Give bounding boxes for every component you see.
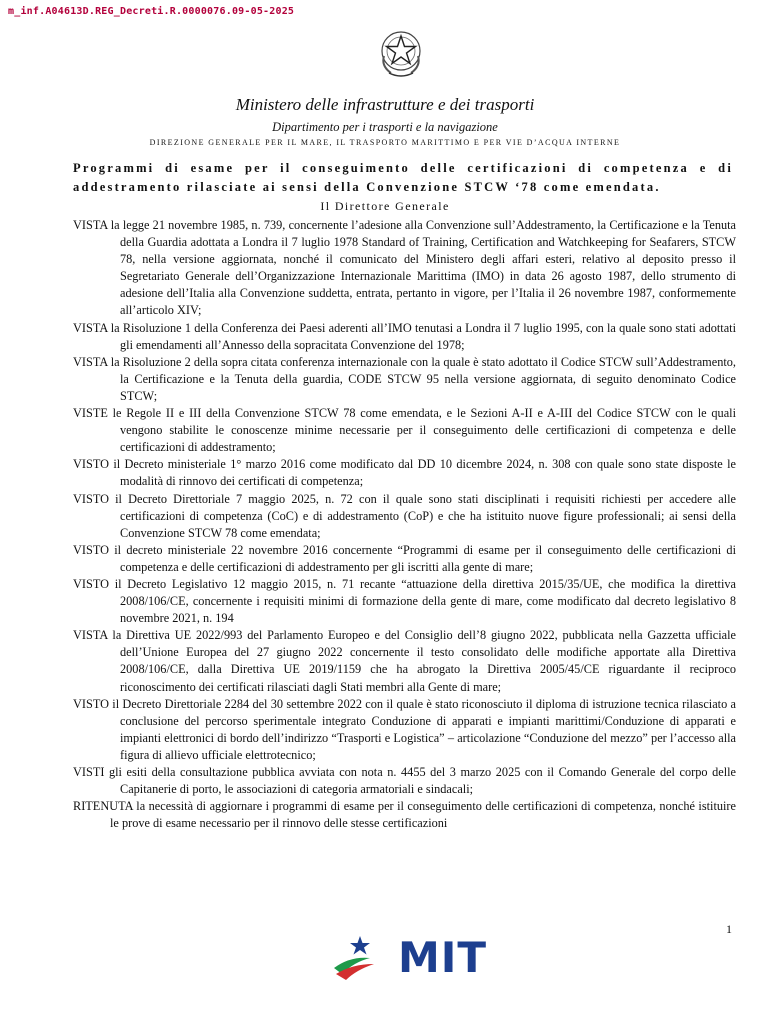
decree-body	[73, 217, 736, 832]
direction-name: DIREZIONE GENERALE PER IL MARE, IL TRASPORTO MARITTIMO E PER VIE D’ACQUA INTERNE	[149, 138, 621, 147]
preamble-clause: VISTI gli esiti della consultazione pubblica avviata con nota n. 4455 del 3 marzo 2025 con il Comando Generale del corpo delle Capitanerie di porto, le associazioni di categoria armatoriali e sindacali;	[73, 765, 736, 797]
ministry-name: Ministero delle infrastrutture e dei trasporti	[235, 95, 535, 114]
mit-logo-text: MIT	[398, 933, 488, 982]
preamble-clause: VISTO il Decreto Legislativo 12 maggio 2015, n. 71 recante “attuazione della direttiva 2015/35/UE, che modifica la direttiva 2008/106/CE, concernente i requisiti minimi di formazione della gente di mare, come modificato dal decreto legislativo 8 novembre 2021, n. 194	[73, 576, 736, 626]
preamble-clause: VISTO il Decreto ministeriale 1° marzo 2016 come modificato dal DD 10 dicembre 2024, n. 308 con quale sono state disposte le modalità di rinnovo dei certificati di competenza;	[73, 457, 736, 489]
protocol-stamp: m_inf.A04613D.REG_Decreti.R.0000076.09-05-2025	[8, 6, 295, 17]
preamble-clause: VISTO il decreto ministeriale 22 novembre 2016 concernente “Programmi di esame per il conseguimento delle certificazioni di competenza e delle certificazioni di addestramento per gli iscritti alla gente di mare;	[73, 542, 736, 574]
preamble-clause: VISTE le Regole II e III della Convenzione STCW 78 come emendata, e le Sezioni A-II e A-III del Codice STCW con le quali vengono stabilite le conoscenze minime necessarie per il conseguimento delle certificazioni di competenza e delle certificazioni di addestramento;	[73, 406, 736, 455]
page-number: 1	[726, 922, 732, 936]
preamble-clause: VISTA la Risoluzione 2 della sopra citata conferenza internazionale con la quale è stato adottato il Codice STCW sull’Addestramento, la Certificazione e la Tenuta della guardia, CODE STCW 95 nella versione aggiornata, di seguito denominato Codice STCW;	[73, 354, 736, 403]
ritenuta-clause: RITENUTA la necessità di aggiornare i programmi di esame per il conseguimento delle certificazioni di competenza, nonché istituire le prove di esame necessario per il rinnovo delle stesse certificazioni	[73, 799, 736, 831]
preamble-clause: VISTO il Decreto Direttoriale 7 maggio 2025, n. 72 con il quale sono stati disciplinati i requisiti richiesti per accedere alle certificazioni di competenza (CoC) e di addestramento (CoP) e che ha istituito nuove figure professionali; ai sensi della Convenzione STCW 78 come emendata;	[73, 491, 736, 540]
director-heading: Il Direttore Generale	[320, 199, 450, 213]
preamble-clause: VISTA la legge 21 novembre 1985, n. 739, concernente l’adesione alla Convenzione sull’Addestramento, la Certificazione e la Tenuta della Guardia adottata a Londra il 7 luglio 1978 Standard of Training, Certification and Watchkeeping for Seafarers, STCW 78, nella versione aggiornata, nonché il comunicato del Ministero degli affari esteri, relativo al deposito presso il Segretariato Generale dell’Organizzazione Internazionale Marittima (IMO) in data 26 agosto 1987, dello strumento di adesione dell’Italia alla Convenzione suddetta, entrata, pertanto in vigore, per l’Italia il 26 novembre 1987, conformemente all’articolo XIV;	[73, 218, 736, 318]
decree-title: Programmi di esame per il conseguimento delle certificazioni di competenza e di addestramento rilasciate ai sensi della Convenzione STCW ‘78 come emendata.	[73, 161, 733, 194]
department-name: Dipartimento per i trasporti e la navigazione	[272, 120, 498, 134]
preamble-clause: VISTA la Direttiva UE 2022/993 del Parlamento Europeo e del Consiglio dell’8 giugno 2022, pubblicata nella Gazzetta ufficiale dell’Unione Europea del 27 giugno 2022 concernente il testo consolidato delle modifiche apportate alla Direttiva 2008/106/CE, dalla Direttiva UE 2019/1159 che ha abrogato la Direttiva 2005/45/CE riguardante il reciproco riconoscimento dei certificati rilasciati dagli Stati membri alla Gente di mare;	[73, 628, 736, 694]
preamble-clause: VISTO il Decreto Direttoriale 2284 del 30 settembre 2022 con il quale è stato riconosciuto il diploma di istruzione tecnica rilasciato a conclusione del percorso sperimentale integrato Conduzione di apparati e impianti marittimi/Conduzione di apparati e impianti elettronici di bordo dell’indirizzo “Trasporti e Logistica” – articolazione “Conduzione del mezzo” per l’accesso alla figura di allievo ufficiale elettrotecnico;	[73, 696, 736, 762]
preamble-clause: VISTA la Risoluzione 1 della Conferenza dei Paesi aderenti all’IMO tenutasi a Londra il 7 luglio 1995, con la quale sono stati adottati gli emendamenti all’Annesso della sopracitata Convenzione del 1978;	[73, 320, 736, 352]
italian-republic-emblem-icon	[377, 26, 425, 80]
